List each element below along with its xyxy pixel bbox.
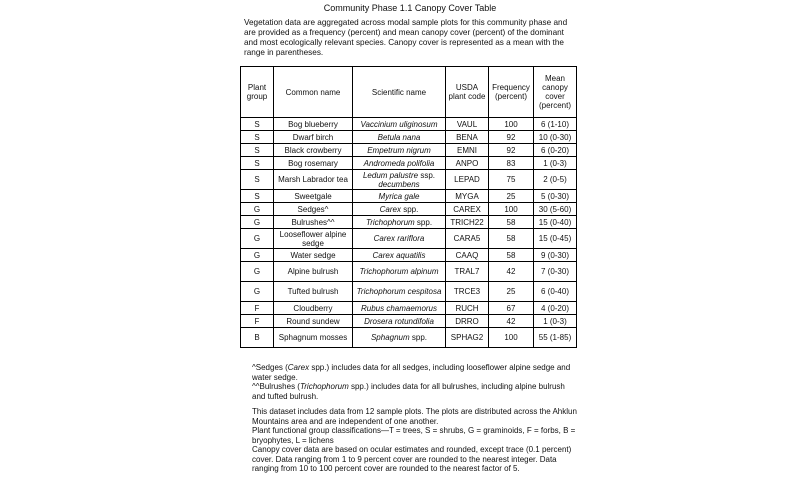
- cell-scientific-name: Myrica gale: [353, 190, 446, 203]
- table-row: [241, 131, 577, 144]
- cell-scientific-name: Vaccinium uliginosum: [353, 118, 446, 131]
- cell-canopy-cover: 15 (0-40): [534, 216, 577, 229]
- cell-scientific-name: Betula nana: [353, 131, 446, 144]
- cell-common-name: Sedges^: [274, 203, 353, 216]
- header-common-name: Common name: [274, 67, 353, 118]
- cell-plant-group: F: [241, 302, 274, 315]
- table-row: [241, 315, 577, 328]
- cell-scientific-name: Carex rariflora: [353, 229, 446, 249]
- table-row: [241, 282, 577, 302]
- cell-frequency: 100: [489, 118, 534, 131]
- table-row: [241, 249, 577, 262]
- cell-frequency: 92: [489, 131, 534, 144]
- cell-scientific-name: Trichophorum cespitosa: [353, 282, 446, 302]
- cell-frequency: 83: [489, 157, 534, 170]
- header-scientific-name: Scientific name: [353, 67, 446, 118]
- cell-canopy-cover: 55 (1-85): [534, 328, 577, 348]
- cell-common-name: Marsh Labrador tea: [274, 170, 353, 190]
- cell-common-name: Cloudberry: [274, 302, 353, 315]
- cell-canopy-cover: 15 (0-45): [534, 229, 577, 249]
- cell-plant-group: G: [241, 203, 274, 216]
- cell-frequency: 75: [489, 170, 534, 190]
- cell-scientific-name: Carex spp.: [353, 203, 446, 216]
- header-plant-group: Plant group: [241, 67, 274, 118]
- cell-usda-code: TRAL7: [446, 262, 489, 282]
- cell-plant-group: S: [241, 118, 274, 131]
- cell-canopy-cover: 6 (0-40): [534, 282, 577, 302]
- cell-frequency: 58: [489, 216, 534, 229]
- header-frequency: Frequency (percent): [489, 67, 534, 118]
- table-row: [241, 118, 577, 131]
- cell-plant-group: S: [241, 190, 274, 203]
- cell-usda-code: TRICH22: [446, 216, 489, 229]
- cell-frequency: 42: [489, 262, 534, 282]
- cell-frequency: 58: [489, 229, 534, 249]
- footnotes: [240, 363, 580, 474]
- table-row: [241, 157, 577, 170]
- note-bulrushes: ^^Bulrushes (Trichophorum spp.) includes data for all bulrushes, including alpine bulrush and tufted bulrush.: [252, 382, 565, 401]
- table-row: [241, 216, 577, 229]
- table-row: [241, 203, 577, 216]
- cell-usda-code: DRRO: [446, 315, 489, 328]
- note-sedges: ^Sedges (Carex spp.) includes data for all sedges, including looseflower alpine sedge and water sedge.: [252, 363, 571, 382]
- header-usda-code: USDA plant code: [446, 67, 489, 118]
- cell-canopy-cover: 1 (0-3): [534, 157, 577, 170]
- table-row: [241, 190, 577, 203]
- cell-plant-group: S: [241, 170, 274, 190]
- cell-frequency: 42: [489, 315, 534, 328]
- cell-usda-code: RUCH: [446, 302, 489, 315]
- cell-plant-group: G: [241, 262, 274, 282]
- cell-usda-code: EMNI: [446, 144, 489, 157]
- header-canopy-cover: Mean canopy cover (percent): [534, 67, 577, 118]
- cell-scientific-name: Andromeda polifolia: [353, 157, 446, 170]
- cell-canopy-cover: 1 (0-3): [534, 315, 577, 328]
- cell-usda-code: CAREX: [446, 203, 489, 216]
- cell-usda-code: LEPAD: [446, 170, 489, 190]
- cell-canopy-cover: 9 (0-30): [534, 249, 577, 262]
- cell-scientific-name: Trichophorum alpinum: [353, 262, 446, 282]
- table-header-row: [241, 67, 577, 118]
- cell-plant-group: B: [241, 328, 274, 348]
- cell-usda-code: ANPO: [446, 157, 489, 170]
- cell-common-name: Bulrushes^^: [274, 216, 353, 229]
- cell-common-name: Bog blueberry: [274, 118, 353, 131]
- cell-scientific-name: Empetrum nigrum: [353, 144, 446, 157]
- cell-common-name: Sweetgale: [274, 190, 353, 203]
- cell-usda-code: MYGA: [446, 190, 489, 203]
- cell-usda-code: SPHAG2: [446, 328, 489, 348]
- cell-scientific-name: Rubus chamaemorus: [353, 302, 446, 315]
- cell-canopy-cover: 6 (0-20): [534, 144, 577, 157]
- cell-common-name: Alpine bulrush: [274, 262, 353, 282]
- cell-plant-group: S: [241, 131, 274, 144]
- note-cover: Canopy cover data are based on ocular estimates and rounded, except trace (0.1 percent) cover. Data ranging from 1 to 9 percent cover are rounded to the nearest integer. Data ranging from 10 to 100 percent cover are rounded to the nearest factor of 5.: [252, 445, 572, 473]
- cell-plant-group: S: [241, 157, 274, 170]
- cell-scientific-name: Sphagnum spp.: [353, 328, 446, 348]
- cell-common-name: Bog rosemary: [274, 157, 353, 170]
- cell-canopy-cover: 7 (0-30): [534, 262, 577, 282]
- cell-plant-group: G: [241, 216, 274, 229]
- cell-plant-group: S: [241, 144, 274, 157]
- cell-common-name: Dwarf birch: [274, 131, 353, 144]
- document-page: [240, 0, 580, 473]
- table-row: [241, 328, 577, 348]
- cell-plant-group: F: [241, 315, 274, 328]
- cell-canopy-cover: 30 (5-60): [534, 203, 577, 216]
- cell-usda-code: TRCE3: [446, 282, 489, 302]
- cell-frequency: 67: [489, 302, 534, 315]
- cell-common-name: Looseflower alpine sedge: [274, 229, 353, 249]
- cell-canopy-cover: 6 (1-10): [534, 118, 577, 131]
- table-row: [241, 229, 577, 249]
- intro-paragraph: Vegetation data are aggregated across modal sample plots for this community phase and are provided as a frequency (percent) and mean canopy cover (percent) of the dominant and most ecologically relevant species. Canopy cover is represented as a mean with the range in parentheses.: [244, 18, 568, 57]
- cell-common-name: Sphagnum mosses: [274, 328, 353, 348]
- cell-usda-code: VAUL: [446, 118, 489, 131]
- cell-frequency: 100: [489, 328, 534, 348]
- cell-plant-group: G: [241, 249, 274, 262]
- cell-canopy-cover: 4 (0-20): [534, 302, 577, 315]
- cell-common-name: Water sedge: [274, 249, 353, 262]
- cell-frequency: 25: [489, 190, 534, 203]
- cell-frequency: 100: [489, 203, 534, 216]
- cell-usda-code: CAAQ: [446, 249, 489, 262]
- cell-plant-group: G: [241, 282, 274, 302]
- note-groups: Plant functional group classifications—T = trees, S = shrubs, G = graminoids, F = forbs, B = bryophytes, L = lichens: [252, 426, 576, 445]
- cell-scientific-name: Drosera rotundifolia: [353, 315, 446, 328]
- cell-plant-group: G: [241, 229, 274, 249]
- canopy-cover-table: [240, 66, 577, 348]
- cell-canopy-cover: 5 (0-30): [534, 190, 577, 203]
- cell-common-name: Black crowberry: [274, 144, 353, 157]
- cell-scientific-name: Carex aquatilis: [353, 249, 446, 262]
- cell-common-name: Tufted bulrush: [274, 282, 353, 302]
- cell-usda-code: BENA: [446, 131, 489, 144]
- cell-frequency: 92: [489, 144, 534, 157]
- page-title: Community Phase 1.1 Canopy Cover Table: [323, 3, 497, 13]
- cell-frequency: 25: [489, 282, 534, 302]
- cell-scientific-name: Trichophorum spp.: [353, 216, 446, 229]
- note-dataset: This dataset includes data from 12 sample plots. The plots are distributed across the Ahklun Mountains area and are independent of one another.: [252, 407, 577, 426]
- cell-canopy-cover: 10 (0-30): [534, 131, 577, 144]
- table-row: [241, 170, 577, 190]
- table-row: [241, 262, 577, 282]
- cell-scientific-name: Ledum palustre ssp. decumbens: [353, 170, 446, 190]
- table-row: [241, 302, 577, 315]
- cell-canopy-cover: 2 (0-5): [534, 170, 577, 190]
- cell-usda-code: CARA5: [446, 229, 489, 249]
- cell-common-name: Round sundew: [274, 315, 353, 328]
- table-row: [241, 144, 577, 157]
- cell-frequency: 58: [489, 249, 534, 262]
